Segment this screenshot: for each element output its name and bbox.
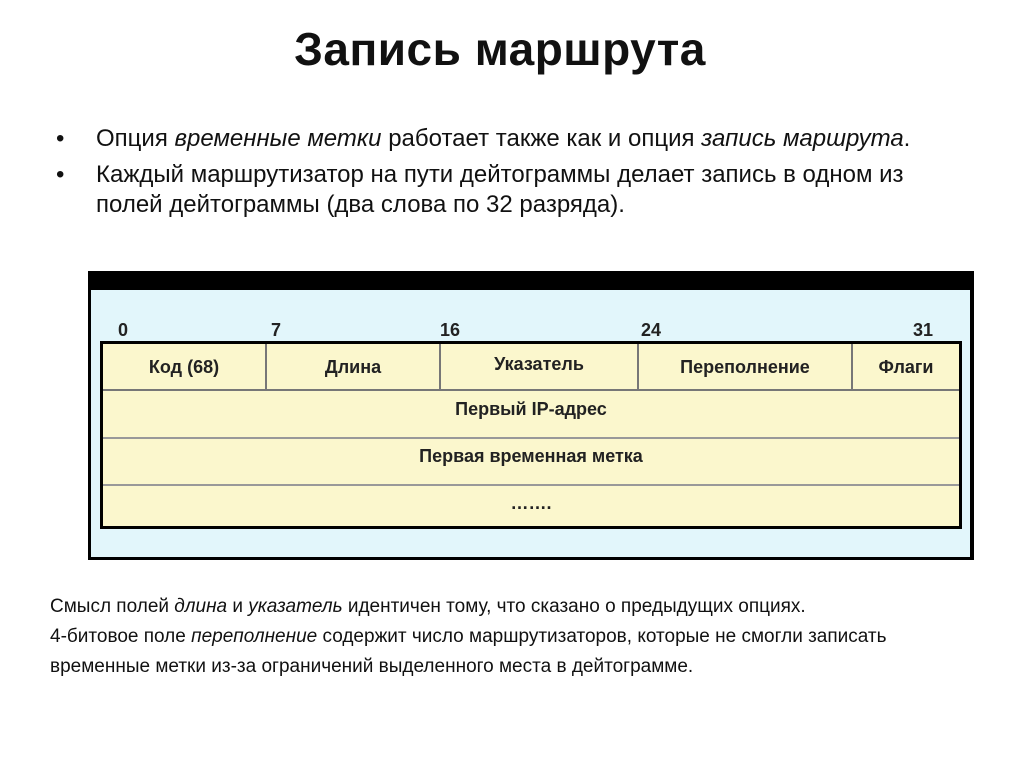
bit-label-16: 16: [440, 320, 461, 340]
note-2-term-overflow: переполнение: [191, 626, 318, 647]
slide-title: Запись маршрута: [294, 23, 706, 75]
bullet-item-1: [56, 124, 956, 154]
bullet-dot-icon: •: [56, 125, 65, 152]
bit-label-0: 0: [118, 320, 129, 340]
field-flags: Флаги: [878, 357, 934, 377]
field-pointer: Указатель: [441, 344, 639, 391]
bullet-2-text: Каждый маршрутизатор на пути дейтограммы делает запись в одном из полей дейтограммы (два слова по 32 разряда).: [96, 161, 904, 218]
bullet-1-part-3: работает также как и опция: [381, 125, 702, 152]
field-length: Длина: [267, 344, 441, 391]
note-1-part-3: и: [227, 596, 249, 617]
table-row: [103, 486, 959, 526]
table-row-header: [103, 344, 959, 391]
field-first-timestamp: Первая временная метка: [419, 446, 643, 466]
note-1-term-length: длина: [174, 596, 228, 617]
option-format-diagram: [88, 271, 974, 560]
bullet-1-term-record-route: запись маршрута: [701, 125, 904, 152]
bit-label-7: 7: [271, 320, 282, 340]
bullet-dot-icon: •: [56, 161, 65, 188]
note-paragraph-2: [50, 622, 950, 682]
bit-label-24: 24: [641, 320, 662, 340]
table-row: [103, 439, 959, 486]
table-row: [103, 391, 959, 439]
bullet-1-part-1: Опция: [96, 125, 175, 152]
notes-text: [50, 592, 950, 682]
field-first-ip-address: Первый IP-адрес: [455, 398, 607, 419]
note-1-part-5: идентичен тому, что сказано о предыдущих опциях.: [342, 596, 806, 617]
field-code: Код (68): [103, 344, 267, 391]
note-2-part-1: 4-битовое поле: [50, 626, 192, 647]
note-paragraph-1: [50, 592, 950, 622]
note-2-part-3: содержит число маршрутизаторов, которые не смогли записать временные метки из-за ограничений выделенного места в дейтограмме.: [50, 626, 887, 677]
bullet-list: [56, 124, 956, 226]
bullet-item-2: [56, 160, 956, 220]
note-1-part-1: Смысл полей: [50, 596, 175, 617]
option-field-table: [100, 341, 962, 529]
bullet-1-part-5: .: [903, 125, 911, 152]
field-ellipsis: …….: [510, 492, 552, 513]
field-overflow: Переполнение: [639, 344, 853, 391]
bit-label-31: 31: [913, 320, 934, 340]
bullet-1-term-timestamps: временные метки: [174, 125, 382, 152]
note-1-term-pointer: указатель: [248, 596, 343, 617]
